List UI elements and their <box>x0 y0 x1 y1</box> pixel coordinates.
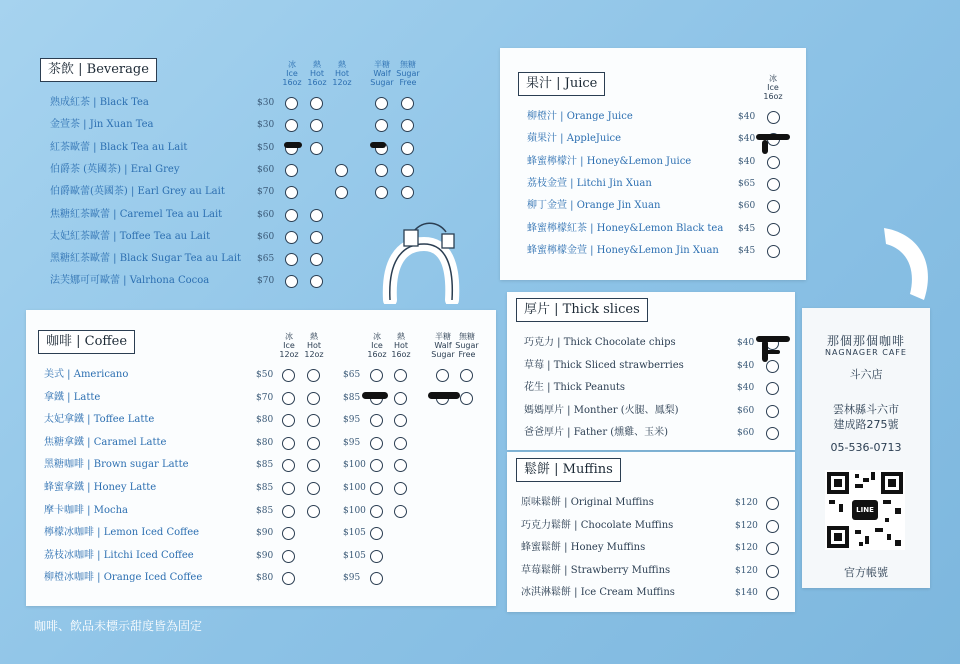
beverage-col-header-l2: Ice <box>286 69 298 78</box>
coffee-price-12oz: $50 <box>256 370 274 380</box>
juice-option-circle[interactable] <box>767 178 780 191</box>
coffee-price-16oz: $85 <box>343 392 361 403</box>
coffee-option-circle[interactable] <box>394 392 407 405</box>
beverage-col-header-l3: Free <box>399 78 417 87</box>
thick-item-name: 爸爸厚片 | Father (燻雞、玉米) <box>524 427 669 439</box>
muffin-item-price: $120 <box>735 520 758 531</box>
beverage-option-circle[interactable] <box>375 186 388 199</box>
marker-scribble <box>284 142 302 148</box>
beverage-option-circle[interactable] <box>310 119 323 132</box>
beverage-col-header-l1: 無糖 <box>400 60 416 69</box>
muffin-item-price: $120 <box>735 543 758 554</box>
store-name-en: NAGNAGER CAFE <box>825 348 907 357</box>
coffee-option-circle[interactable] <box>370 482 383 495</box>
marker-scribble <box>764 350 780 354</box>
beverage-option-circle[interactable] <box>401 164 414 177</box>
coffee-option-circle[interactable] <box>307 505 320 518</box>
coffee-col-header <box>299 332 329 359</box>
juice-item-price: $40 <box>738 134 756 145</box>
beverage-col-header-l1: 冰 <box>288 60 296 69</box>
beverage-option-circle[interactable] <box>310 275 323 288</box>
beverage-col-header-l2: Walf <box>373 69 391 78</box>
beverage-col-header-l1: 熱 <box>313 60 321 69</box>
coffee-option-circle[interactable] <box>436 369 449 382</box>
marker-scribble <box>762 140 768 154</box>
beverage-item-name: 熟成紅茶 | Black Tea <box>50 97 149 108</box>
marker-scribble <box>362 392 388 399</box>
coffee-option-circle[interactable] <box>307 369 320 382</box>
thick-item-price: $40 <box>737 383 755 394</box>
coffee-col-header-l1: 冰 <box>285 332 293 341</box>
coffee-col-header-l1: 冰 <box>373 332 381 341</box>
juice-option-circle[interactable] <box>767 111 780 124</box>
thick-item-name: 草莓 | Thick Sliced strawberries <box>524 359 684 371</box>
beverage-item-name: 伯爵歐蕾(英國茶) | Earl Grey au Lait <box>50 186 225 198</box>
juice-item-price: $40 <box>738 156 756 167</box>
coffee-price-12oz: $90 <box>256 528 274 539</box>
store-address-1: 雲林縣斗六市 <box>833 403 899 416</box>
muffin-option-circle[interactable] <box>766 565 779 578</box>
coffee-option-circle[interactable] <box>307 392 320 405</box>
coffee-option-circle[interactable] <box>394 505 407 518</box>
beverage-option-circle[interactable] <box>401 186 414 199</box>
coffee-item-name: 拿鐵 | Latte <box>44 391 101 403</box>
beverage-item-price: $70 <box>257 276 275 287</box>
coffee-price-12oz: $85 <box>256 483 274 493</box>
beverage-option-circle[interactable] <box>310 231 323 244</box>
coffee-price-16oz: $95 <box>343 415 361 426</box>
coffee-option-circle[interactable] <box>282 369 295 382</box>
coffee-price-16oz: $65 <box>343 370 361 380</box>
juice-item-price: $45 <box>738 245 756 256</box>
store-name-zh: 那個那個咖啡 <box>826 334 905 348</box>
juice-item-name: 蜂蜜檸檬汁 | Honey&Lemon Juice <box>527 155 692 167</box>
footnote: 咖啡、飲品未標示甜度皆為固定 <box>34 619 203 633</box>
coffee-option-circle[interactable] <box>282 505 295 518</box>
store-branch: 斗六店 <box>849 368 883 381</box>
beverage-col-header <box>327 60 357 87</box>
coffee-item-name: 美式 | Americano <box>44 369 129 380</box>
beverage-option-circle[interactable] <box>285 164 298 177</box>
coffee-option-circle[interactable] <box>307 437 320 450</box>
coffee-col-header-l2: Ice <box>371 341 383 350</box>
beverage-option-circle[interactable] <box>335 186 348 199</box>
coffee-col-header-l3: 12oz <box>279 350 299 359</box>
beverage-item-name: 太妃紅茶歐蕾 | Toffee Tea au Lait <box>50 230 211 242</box>
official-account-label: 官方帳號 <box>844 566 888 579</box>
beverage-col-header-l3: 16oz <box>282 78 302 87</box>
beverage-option-circle[interactable] <box>401 142 414 155</box>
coffee-item-name: 檸檬冰咖啡 | Lemon Iced Coffee <box>44 527 200 539</box>
beverage-col-header-l3: 16oz <box>307 78 327 87</box>
coffee-item-name: 摩卡咖啡 | Mocha <box>44 504 128 516</box>
coffee-option-circle[interactable] <box>460 369 473 382</box>
coffee-item-name: 柳橙冰咖啡 | Orange Iced Coffee <box>44 572 203 584</box>
coffee-option-circle[interactable] <box>370 550 383 563</box>
muffin-item-name: 原味鬆餅 | Original Muffins <box>521 497 654 508</box>
beverage-item-price: $50 <box>257 142 275 153</box>
beverage-item-price: $30 <box>257 98 275 108</box>
thick-item-price: $40 <box>737 360 755 371</box>
marker-scribble <box>756 134 790 140</box>
coffee-title: 咖啡 | Coffee <box>38 330 135 354</box>
juice-item-price: $45 <box>738 223 756 234</box>
marker-scribble <box>370 142 386 148</box>
coffee-col-header-l3: Sugar <box>431 350 455 359</box>
beverage-option-circle[interactable] <box>335 164 348 177</box>
juice-item-name: 荔枝金萱 | Litchi Jin Xuan <box>527 177 652 189</box>
coffee-price-12oz: $80 <box>256 437 274 448</box>
juice-item-name: 柳橙汁 | Orange Juice <box>527 111 633 122</box>
muffin-item-price: $120 <box>735 498 758 508</box>
beverage-item-name: 伯爵茶 (英國茶) | Eral Grey <box>50 163 180 175</box>
thick-item-name: 巧克力 | Thick Chocolate chips <box>524 337 676 348</box>
thick-item-price: $60 <box>737 428 755 439</box>
coffee-option-circle[interactable] <box>460 392 473 405</box>
beverage-title: 茶飲 | Beverage <box>40 58 157 82</box>
coffee-option-circle[interactable] <box>282 437 295 450</box>
coffee-price-16oz: $95 <box>343 437 361 448</box>
coffee-price-12oz: $85 <box>256 505 274 516</box>
juice-option-circle[interactable] <box>767 156 780 169</box>
beverage-col-header <box>393 60 423 87</box>
beverage-option-circle[interactable] <box>401 97 414 110</box>
beverage-option-circle[interactable] <box>375 119 388 132</box>
beverage-col-header-l2: Hot <box>334 69 350 78</box>
muffin-item-price: $120 <box>735 565 758 576</box>
juice-item-name: 蜂蜜檸檬金萱 | Honey&Lemon Jin Xuan <box>527 244 719 256</box>
beverage-option-circle[interactable] <box>401 119 414 132</box>
coffee-option-circle[interactable] <box>370 437 383 450</box>
muffin-item-name: 冰淇淋鬆餅 | Ice Cream Muffins <box>521 587 675 599</box>
qr-line-label: LINE <box>856 506 874 514</box>
muffin-item-name: 巧克力鬆餅 | Chocolate Muffins <box>521 519 674 531</box>
beverage-col-header-l2: Sugar <box>396 69 420 78</box>
juice-item-name: 蜂蜜檸檬紅茶 | Honey&Lemon Black tea <box>527 222 724 234</box>
coffee-col-header-l1: 熱 <box>310 332 318 341</box>
coffee-col-header-l1: 半糖 <box>435 332 451 341</box>
beverage-option-circle[interactable] <box>310 97 323 110</box>
beverage-option-circle[interactable] <box>285 209 298 222</box>
store-phone: 05-536-0713 <box>830 441 902 454</box>
coffee-col-header-l3: 16oz <box>391 350 411 359</box>
beverage-col-header-l3: Sugar <box>370 78 394 87</box>
coffee-option-circle[interactable] <box>394 482 407 495</box>
juice-item-price: $60 <box>738 201 756 212</box>
beverage-option-circle[interactable] <box>375 164 388 177</box>
beverage-item-name: 焦糖紅茶歐蕾 | Caremel Tea au Lait <box>50 208 223 220</box>
coffee-item-name: 焦糖拿鐵 | Caramel Latte <box>44 436 167 448</box>
beverage-item-price: $70 <box>257 187 275 198</box>
beverage-option-circle[interactable] <box>285 97 298 110</box>
coffee-price-12oz: $80 <box>256 415 274 426</box>
coffee-price-12oz: $70 <box>256 392 274 403</box>
thick-item-name: 花生 | Thick Peanuts <box>524 382 626 394</box>
thick-option-circle[interactable] <box>766 405 779 418</box>
juice-item-price: $40 <box>738 112 756 122</box>
coffee-col-header-l1: 無糖 <box>459 332 475 341</box>
marker-scribble <box>756 336 790 342</box>
coffee-option-circle[interactable] <box>282 482 295 495</box>
muffin-option-circle[interactable] <box>766 497 779 510</box>
beverage-col-header-l1: 半糖 <box>374 60 390 69</box>
coffee-col-header-l2: Walf <box>434 341 452 350</box>
beverage-item-name: 黑糖紅茶歐蕾 | Black Sugar Tea au Lait <box>50 253 242 265</box>
coffee-col-header-l3: Free <box>458 350 476 359</box>
beverage-option-circle[interactable] <box>285 275 298 288</box>
coffee-option-circle[interactable] <box>370 505 383 518</box>
coffee-option-circle[interactable] <box>370 369 383 382</box>
thick-option-circle[interactable] <box>766 360 779 373</box>
doodle-shape <box>880 224 940 304</box>
juice-col-header-l3: 16oz <box>763 92 783 101</box>
thick-item-price: $60 <box>737 405 755 416</box>
beverage-option-circle[interactable] <box>375 97 388 110</box>
coffee-col-header-l1: 熱 <box>397 332 405 341</box>
coffee-price-12oz: $80 <box>256 573 274 584</box>
juice-option-circle[interactable] <box>767 223 780 236</box>
beverage-item-name: 紅茶歐蕾 | Black Tea au Lait <box>50 141 188 153</box>
marker-scribble <box>428 392 460 399</box>
coffee-item-name: 太妃拿鐵 | Toffee Latte <box>44 414 155 426</box>
juice-item-name: 柳丁金萱 | Orange Jin Xuan <box>527 200 661 212</box>
coffee-price-16oz: $100 <box>343 460 366 471</box>
juice-col-header-l1: 冰 <box>769 74 777 83</box>
coffee-col-header-l2: Hot <box>306 341 322 350</box>
coffee-item-name: 荔枝冰咖啡 | Litchi Iced Coffee <box>44 549 194 561</box>
beverage-option-circle[interactable] <box>310 209 323 222</box>
coffee-option-circle[interactable] <box>307 482 320 495</box>
coffee-price-16oz: $105 <box>343 550 366 561</box>
juice-item-price: $65 <box>738 178 756 189</box>
juice-title: 果汁 | Juice <box>518 72 605 96</box>
coffee-col-header-l2: Hot <box>393 341 409 350</box>
muffin-item-name: 蜂蜜鬆餅 | Honey Muffins <box>521 542 646 554</box>
juice-option-circle[interactable] <box>767 245 780 258</box>
beverage-item-name: 金萱茶 | Jin Xuan Tea <box>50 119 154 131</box>
beverage-item-price: $60 <box>257 209 275 220</box>
beverage-col-header-l3: 12oz <box>332 78 352 87</box>
beverage-item-price: $30 <box>257 120 275 131</box>
coffee-col-header-l2: Ice <box>283 341 295 350</box>
coffee-price-12oz: $85 <box>256 460 274 471</box>
beverage-item-name: 法芙娜可可歐蕾 | Valrhona Cocoa <box>50 275 210 287</box>
juice-col-header-l2: Ice <box>767 83 779 92</box>
coffee-option-circle[interactable] <box>394 437 407 450</box>
coffee-price-16oz: $105 <box>343 528 366 539</box>
beverage-item-price: $60 <box>257 231 275 242</box>
coffee-price-16oz: $100 <box>343 483 366 493</box>
qr-code-icon[interactable] <box>825 470 905 550</box>
coffee-item-name: 黑糖咖啡 | Brown sugar Latte <box>44 459 189 471</box>
coffee-col-header-l2: Sugar <box>455 341 479 350</box>
beverage-option-circle[interactable] <box>285 119 298 132</box>
coffee-col-header-l3: 12oz <box>304 350 324 359</box>
coffee-col-header-l3: 16oz <box>367 350 387 359</box>
thick-item-price: $40 <box>737 338 755 348</box>
beverage-col-header-l2: Hot <box>309 69 325 78</box>
coffee-col-header <box>386 332 416 359</box>
beverage-option-circle[interactable] <box>310 253 323 266</box>
muffins-title: 鬆餅 | Muffins <box>516 458 621 482</box>
coffee-item-name: 蜂蜜拿鐵 | Honey Latte <box>44 482 157 493</box>
beverage-option-circle[interactable] <box>285 253 298 266</box>
coffee-option-circle[interactable] <box>282 550 295 563</box>
coffee-option-circle[interactable] <box>282 392 295 405</box>
beverage-col-header-l1: 熱 <box>338 60 346 69</box>
beverage-option-circle[interactable] <box>285 231 298 244</box>
beverage-item-price: $60 <box>257 164 275 175</box>
coffee-price-12oz: $90 <box>256 550 274 561</box>
coffee-price-16oz: $95 <box>343 573 361 584</box>
coffee-col-header <box>452 332 482 359</box>
beverage-item-price: $65 <box>257 254 275 265</box>
beverage-option-circle[interactable] <box>285 186 298 199</box>
doodle-figure <box>380 214 466 304</box>
muffin-option-circle[interactable] <box>766 520 779 533</box>
coffee-option-circle[interactable] <box>394 369 407 382</box>
juice-col-header <box>758 74 788 101</box>
beverage-option-circle[interactable] <box>310 142 323 155</box>
store-address-2: 建成路275號 <box>833 418 899 431</box>
muffin-item-price: $140 <box>735 588 758 599</box>
thick-title: 厚片 | Thick slices <box>516 298 648 322</box>
muffin-item-name: 草莓鬆餅 | Strawberry Muffins <box>521 564 671 576</box>
coffee-price-16oz: $100 <box>343 505 366 516</box>
juice-item-name: 蘋果汁 | AppleJuice <box>527 133 622 145</box>
thick-item-name: 媽媽厚片 | Monther (火腿、鳳梨) <box>524 404 679 416</box>
